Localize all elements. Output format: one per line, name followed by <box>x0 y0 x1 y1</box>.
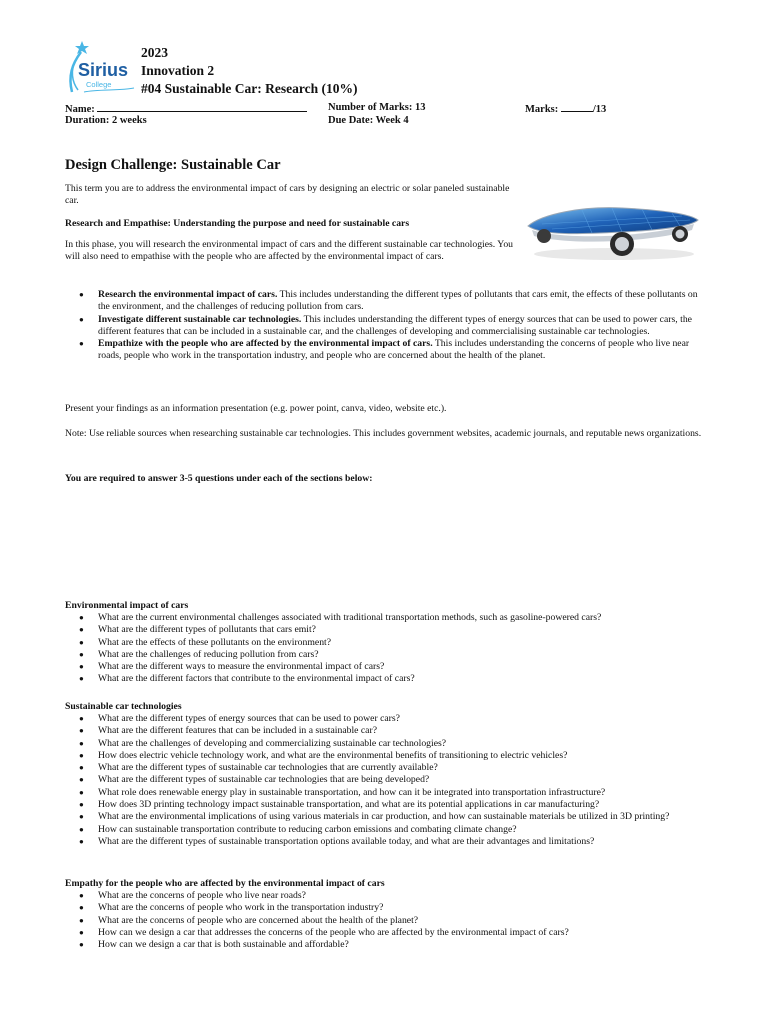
list-item: ● What are the different types of sustainable transportation options available today, and what are their advantages and limitations? <box>65 836 710 848</box>
section-list-empathy <box>65 890 705 951</box>
section-title-environmental: Environmental impact of cars <box>65 600 189 611</box>
section-title-empathy: Empathy for the people who are affected by the environmental impact of cars <box>65 878 385 889</box>
research-heading: Research and Empathise: Understanding the purpose and need for sustainable cars <box>65 218 410 229</box>
list-item: ● What are the different types of sustainable car technologies that are being developed? <box>65 774 710 786</box>
phase-paragraph: In this phase, you will research the environmental impact of cars and the different sustainable car technologies. You will also need to empathise with the people who are affected by the environmental impact of cars. <box>65 239 514 263</box>
note-paragraph: Note: Use reliable sources when researching sustainable car technologies. This includes government websites, academic journals, and reputable news organizations. <box>65 428 702 439</box>
list-item: ● What role does renewable energy play in sustainable transportation, and how can it be integrated into transportation infrastructure? <box>65 787 710 799</box>
marks-label: Marks: <box>525 104 559 115</box>
marks-total: /13 <box>592 104 607 115</box>
bullet-bold: Research the environmental impact of cars. <box>98 289 278 300</box>
list-item: ● How can sustainable transportation contribute to reducing carbon emissions and combating climate change? <box>65 824 710 836</box>
bullet-text: This includes understanding the concerns of people who live near roads, people who work in the transportation industry, and people who are concerned about the health of the planet. <box>98 338 690 362</box>
list-item: ● How can we design a car that is both sustainable and affordable? <box>65 939 705 951</box>
list-item <box>65 338 705 363</box>
page-title: Design Challenge: Sustainable Car <box>65 157 281 173</box>
list-item: ● How can we design a car that addresses the concerns of the people who are affected by the environmental impact of cars? <box>65 927 705 939</box>
bullet-bold: Empathize with the people who are affected by the environmental impact of cars. <box>98 338 433 350</box>
present-paragraph: Present your findings as an information presentation (e.g. power point, canva, video, website etc.). <box>65 403 447 414</box>
logo-sub: College <box>86 80 112 89</box>
list-item: ● What are the challenges of reducing pollution from cars? <box>65 649 705 661</box>
marks-blank <box>561 101 593 112</box>
list-item: ● What are the challenges of developing and commercializing sustainable car technologies? <box>65 738 710 750</box>
intro-paragraph: This term you are to address the environmental impact of cars by designing an electric or solar paneled sustainable car. <box>65 183 510 207</box>
list-item: ● What are the different types of sustainable car technologies that are currently available? <box>65 762 710 774</box>
header-assignment: #04 Sustainable Car: Research (10%) <box>141 81 358 96</box>
marks-field <box>525 101 606 116</box>
section-list-environmental <box>65 612 705 686</box>
header-course: Innovation 2 <box>141 63 215 78</box>
logo-text: Sirius <box>78 60 129 80</box>
name-blank <box>97 101 307 112</box>
section-title-technologies: Sustainable car technologies <box>65 701 182 712</box>
list-item: ● How does electric vehicle technology work, and what are the environmental benefits of transitioning to electric vehicles? <box>65 750 710 762</box>
list-item: ● What are the effects of these pollutants on the environment? <box>65 637 705 649</box>
bullet-bold: Investigate different sustainable car technologies. <box>98 313 302 325</box>
list-item: ● What are the different ways to measure the environmental impact of cars? <box>65 661 705 673</box>
list-item: ● What are the different factors that contribute to the environmental impact of cars? <box>65 673 705 685</box>
bullet-text: This includes understanding the different types of pollutants that cars emit, the effects of these pollutants on the environment, and the challenges of reducing pollution from cars. <box>98 289 698 313</box>
list-item: ● What are the different types of pollutants that cars emit? <box>65 624 705 636</box>
bullet-text: This includes understanding the different types of energy sources that can be used to power cars, the different features that can be included in a sustainable car, and the challenges of developing and commercialising sustainable car technologies. <box>98 313 692 337</box>
list-item: ● What are the concerns of people who live near roads? <box>65 890 705 902</box>
star-icon <box>75 41 89 54</box>
name-label: Name: <box>65 104 95 115</box>
duration: Duration: 2 weeks <box>65 115 147 126</box>
list-item: ● What are the different features that can be included in a sustainable car? <box>65 725 710 737</box>
list-item: ● What are the different types of energy sources that can be used to power cars? <box>65 713 710 725</box>
list-item: ● What are the current environmental challenges associated with traditional transportation methods, such as gasoline-powered cars? <box>65 612 705 624</box>
solar-car-image <box>522 196 702 266</box>
list-item: ● What are the concerns of people who work in the transportation industry? <box>65 902 705 914</box>
task-bullet-list <box>65 289 705 363</box>
header-year: 2023 <box>141 45 168 60</box>
list-item: ● What are the environmental implications of using various materials in car production, and how can sustainable materials be utilized in 3D printing? <box>65 811 710 823</box>
college-logo <box>64 38 138 98</box>
list-item <box>65 289 705 314</box>
list-item: ● What are the concerns of people who are concerned about the health of the planet? <box>65 915 705 927</box>
due-date: Due Date: Week 4 <box>328 115 409 126</box>
list-item: ● How does 3D printing technology impact sustainable transportation, and what are its potential applications in car manufacturing? <box>65 799 710 811</box>
section-list-technologies <box>65 713 710 848</box>
list-item <box>65 314 705 339</box>
number-of-marks: Number of Marks: 13 <box>328 102 426 113</box>
required-paragraph: You are required to answer 3-5 questions under each of the sections below: <box>65 473 373 484</box>
